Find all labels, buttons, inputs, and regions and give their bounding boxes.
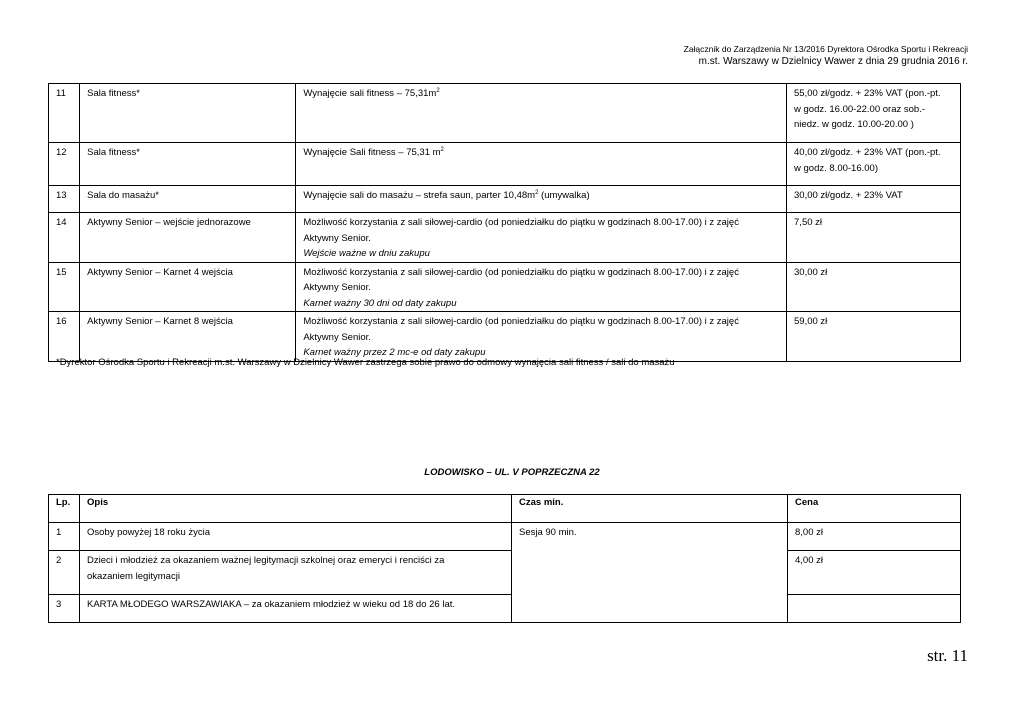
row-number: 12 xyxy=(49,143,80,186)
session-time: Sesja 90 min. xyxy=(512,523,788,623)
facility-name: Sala fitness* xyxy=(80,143,296,186)
price-cell xyxy=(787,262,961,312)
description-line: Aktywny Senior. xyxy=(303,282,371,293)
price-line: 7,50 zł xyxy=(794,217,823,228)
row-number: 1 xyxy=(49,523,80,551)
header-line-2: m.st. Warszawy w Dzielnicy Wawer z dnia 29 grudnia 2016 r. xyxy=(698,56,968,67)
description-cell xyxy=(296,262,787,312)
validity-note: Wejście ważne w dniu zakupu xyxy=(303,248,430,259)
description-line: KARTA MŁODEGO WARSZAWIAKA – za okazaniem młodzież w wieku od 18 do 26 lat. xyxy=(87,599,456,610)
row-number: 13 xyxy=(49,186,80,213)
description-cell xyxy=(296,213,787,263)
price-cell xyxy=(787,186,961,213)
header-czas: Czas min. xyxy=(512,495,788,523)
price-cell xyxy=(787,213,961,263)
footnote: *Dyrektor Ośrodka Sportu i Rekreacji m.st. Warszawy w Dzielnicy Wawer zastrzega sobie prawo do odmowy wynajęcia sali fitness / sali do masażu xyxy=(56,357,675,368)
description-cell xyxy=(296,312,787,362)
superscript: 2 xyxy=(436,87,440,94)
price-line: w godz. 16.00-22.00 oraz sob.- xyxy=(794,103,925,115)
fitness-price-table xyxy=(48,83,961,362)
table-row xyxy=(49,312,961,362)
table-row xyxy=(49,523,961,551)
description-cell xyxy=(296,186,787,213)
description-suffix: (umywalka) xyxy=(538,190,590,201)
facility-name: Aktywny Senior – Karnet 8 wejścia xyxy=(80,312,296,362)
description-line: Aktywny Senior. xyxy=(303,232,371,244)
price-cell xyxy=(788,595,961,623)
facility-name: Sala do masażu* xyxy=(80,186,296,213)
price-line: niedz. w godz. 10.00-20.00 ) xyxy=(794,119,914,130)
price-line: 30,00 zł/godz. + 23% VAT xyxy=(794,190,903,201)
description-cell xyxy=(80,595,512,623)
table-row xyxy=(49,186,961,213)
facility-name: Sala fitness* xyxy=(80,84,296,143)
description-text: Możliwość korzystania z sali siłowej-cardio (od poniedziałku do piątku w godzinach 8.00-17.00) i z zajęć xyxy=(303,217,739,228)
description-line: Aktywny Senior. xyxy=(303,331,371,343)
description-cell xyxy=(296,84,787,143)
description-text: Możliwość korzystania z sali siłowej-cardio (od poniedziałku do piątku w godzinach 8.00-17.00) i z zajęć xyxy=(303,266,739,278)
price-cell: 8,00 zł xyxy=(788,523,961,551)
validity-note: Karnet ważny 30 dni od daty zakupu xyxy=(303,297,457,309)
row-number: 16 xyxy=(49,312,80,362)
ice-rink-price-table xyxy=(48,494,961,623)
validity-note: Karnet ważny przez 2 mc-e od daty zakupu xyxy=(303,347,486,358)
table-header-row xyxy=(49,495,961,523)
facility-name: Aktywny Senior – wejście jednorazowe xyxy=(80,213,296,263)
page-number: str. 11 xyxy=(927,646,968,665)
table-row xyxy=(49,595,961,623)
description-cell xyxy=(80,523,512,551)
description-cell xyxy=(80,551,512,595)
table-row xyxy=(49,143,961,186)
price-cell xyxy=(787,84,961,143)
section-title: LODOWISKO – UL. V POPRZECZNA 22 xyxy=(424,467,600,478)
table-row xyxy=(49,262,961,312)
row-number: 2 xyxy=(49,551,80,595)
header-cena: Cena xyxy=(788,495,961,523)
description-text: Wynajęcie sali do masażu – strefa saun, parter 10,48m xyxy=(303,190,536,201)
description-line: Dzieci i młodzież za okazaniem ważnej legitymacji szkolnej oraz emeryci i renciści za xyxy=(87,555,445,566)
description-text: Wynajęcie sali fitness – 75,31m xyxy=(303,88,437,99)
description-text: Wynajęcie Sali fitness – 75,31 m xyxy=(303,147,441,158)
superscript: 2 xyxy=(535,189,539,196)
row-number: 3 xyxy=(49,595,80,623)
table-row xyxy=(49,213,961,263)
header-lp: Lp. xyxy=(49,495,80,523)
row-number: 11 xyxy=(49,84,80,143)
table-row xyxy=(49,84,961,143)
facility-name: Aktywny Senior – Karnet 4 wejścia xyxy=(80,262,296,312)
description-text: Możliwość korzystania z sali siłowej-cardio (od poniedziałku do piątku w godzinach 8.00-17.00) i z zajęć xyxy=(303,316,739,327)
description-line: okazaniem legitymacji xyxy=(87,570,180,582)
price-cell: 4,00 zł xyxy=(788,551,961,595)
price-line: w godz. 8.00-16.00) xyxy=(794,162,878,174)
row-number: 14 xyxy=(49,213,80,263)
price-cell xyxy=(787,143,961,186)
price-line: 30,00 zł xyxy=(794,266,828,278)
price-cell xyxy=(787,312,961,362)
price-line: 59,00 zł xyxy=(794,316,828,327)
header-line-1: Załącznik do Zarządzenia Nr 13/2016 Dyrektora Ośrodka Sportu i Rekreacji xyxy=(683,44,968,54)
price-line: 40,00 zł/godz. + 23% VAT (pon.-pt. xyxy=(794,147,941,158)
header-opis: Opis xyxy=(80,495,512,523)
superscript: 2 xyxy=(440,146,444,153)
price-line: 55,00 zł/godz. + 23% VAT (pon.-pt. xyxy=(794,88,941,99)
description-line: Osoby powyżej 18 roku życia xyxy=(87,527,211,538)
row-number: 15 xyxy=(49,262,80,312)
description-cell xyxy=(296,143,787,186)
table-row xyxy=(49,551,961,595)
